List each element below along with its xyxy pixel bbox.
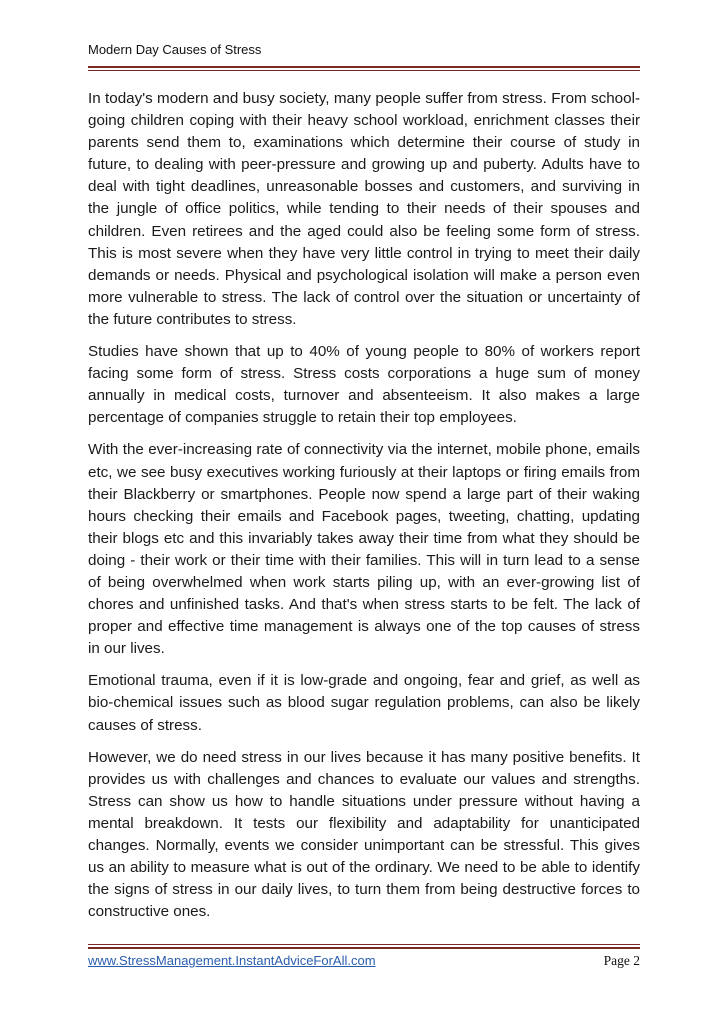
footer-rule-thick [88, 947, 640, 949]
header-rule-thick [88, 66, 640, 68]
header-title: Modern Day Causes of Stress [88, 42, 262, 57]
page-number: Page 2 [603, 953, 640, 968]
document-body [88, 88, 640, 933]
paragraph-statistics: Studies have shown that up to 40% of young people to 80% of workers report facing some form of stress. Stress costs corporations a huge sum of money annually in medical costs, turnover and absenteeism. It also makes a large percentage of companies struggle to retain their top employees. [88, 343, 640, 427]
paragraph-emotional-trauma: Emotional trauma, even if it is low-grade and ongoing, fear and grief, as well as bio-chemical issues such as blood sugar regulation problems, can also be likely causes of stress. [88, 672, 640, 734]
footer-rule-thin [88, 944, 640, 945]
header-rule-thin [88, 70, 640, 71]
paragraph-positive-benefits: However, we do need stress in our lives because it has many positive benefits. It provides us with challenges and chances to evaluate our values and strengths. Stress can show us how to handle situations under pressure without having a mental breakdown. It tests our flexibility and adaptability for unanticipated changes. Normally, events we consider unimportant can be stressful. This gives us an ability to measure what is out of the ordinary. We need to be able to identify the signs of stress in our daily lives, to turn them from being destructive forces to constructive ones. [88, 748, 640, 921]
paragraph-intro: In today's modern and busy society, many people suffer from stress. From school-going children coping with their heavy school workload, enrichment classes their parents send them to, examinations which determine their course of study in future, to dealing with peer-pressure and growing up and puberty. Adults have to deal with tight deadlines, unreasonable bosses and customers, and surviving in the jungle of office politics, while tending to their needs of their spouses and children. Even retirees and the aged could also be feeling some form of stress. This is most severe when they have very little control in trying to meet their daily demands or needs. Physical and psychological isolation will make a person even more vulnerable to stress. The lack of control over the situation or uncertainty of the future contributes to stress. [88, 90, 640, 328]
paragraph-connectivity: With the ever-increasing rate of connectivity via the internet, mobile phone, emails etc, we see busy executives working furiously at their laptops or firing emails from their Blackberry or smartphones. People now spend a large part of their waking hours checking their emails and Facebook pages, tweeting, chatting, updating their blogs etc and this invariably takes away their time from what they should be doing - their work or their time with their families. This will in turn lead to a sense of being overwhelmed when work starts piling up, with an ever-growing list of chores and unfinished tasks. And that's when stress starts to be felt. The lack of proper and effective time management is always one of the top causes of stress in our lives. [88, 441, 640, 658]
footer-website-link[interactable]: www.StressManagement.InstantAdviceForAll.com [88, 953, 376, 968]
